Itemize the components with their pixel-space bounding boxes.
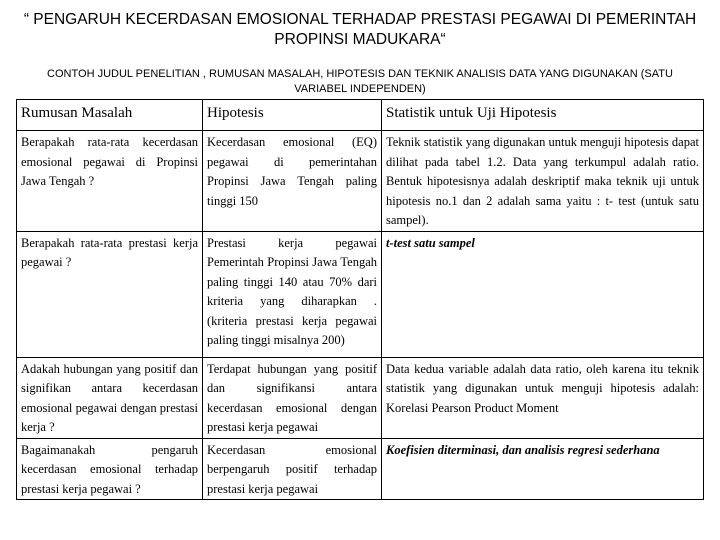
cell-rumusan: Adakah hubungan yang positif dan signifikan antara kecerdasan emosional pegawai dengan prestasi kerja ? xyxy=(17,357,203,438)
cell-statistik: Teknik statistik yang digunakan untuk menguji hipotesis dapat dilihat pada tabel 1.2. Data yang terkumpul adalah ratio. Bentuk hipotesisnya adalah deskriptif maka teknik uji untuk hipotesis no.1 dan 2 adalah sama yaitu : t- test (untuk satu sampel). xyxy=(382,131,704,232)
table-header-row xyxy=(17,100,704,131)
cell-rumusan: Bagaimanakah pengaruh kecerdasan emosional terhadap prestasi kerja pegawai ? xyxy=(17,438,203,500)
cell-rumusan: Berapakah rata-rata prestasi kerja pegawai ? xyxy=(17,231,203,357)
cell-hipotesis: Kecerdasan emosional berpengaruh positif terhadap prestasi kerja pegawai xyxy=(203,438,382,500)
cell-rumusan: Berapakah rata-rata kecerdasan emosional pegawai di Propinsi Jawa Tengah ? xyxy=(17,131,203,232)
cell-hipotesis: Kecerdasan emosional (EQ) pegawai di pemerintahan Propinsi Jawa Tengah paling tinggi 150 xyxy=(203,131,382,232)
table-row xyxy=(17,131,704,232)
cell-hipotesis: Prestasi kerja pegawai Pemerintah Propinsi Jawa Tengah paling tinggi 140 atau 70% dari kriteria yang diharapkan . (kriteria prestasi kerja pegawai paling tinggi misalnya 200) xyxy=(203,231,382,357)
table-row xyxy=(17,438,704,500)
cell-statistik: Koefisien diterminasi, dan analisis regresi sederhana xyxy=(382,438,704,500)
header-hipotesis: Hipotesis xyxy=(203,100,382,131)
title-line-2: PROPINSI MADUKARA“ xyxy=(274,31,446,48)
header-rumusan-masalah: Rumusan Masalah xyxy=(17,100,203,131)
research-table xyxy=(16,99,704,500)
subtitle-line-1: CONTOH JUDUL PENELITIAN , RUMUSAN MASALAH, HIPOTESIS DAN TEKNIK ANALISIS DATA YANG DIGUNAKAN (SATU xyxy=(47,68,673,80)
cell-hipotesis: Terdapat hubungan yang positif dan signifikansi antara kecerdasan emosional dengan prestasi kerja pegawai xyxy=(203,357,382,438)
cell-statistik: t-test satu sampel xyxy=(382,231,704,357)
table-row xyxy=(17,357,704,438)
subtitle-line-2: VARIABEL INDEPENDEN) xyxy=(294,83,426,95)
document-title xyxy=(0,10,720,50)
cell-statistik: Data kedua variable adalah data ratio, oleh karena itu teknik statistik yang digunakan untuk menguji hipotesis adalah: Korelasi Pearson Product Moment xyxy=(382,357,704,438)
table-row xyxy=(17,231,704,357)
title-line-1: “ PENGARUH KECERDASAN EMOSIONAL TERHADAP PRESTASI PEGAWAI DI PEMERINTAH xyxy=(23,11,697,28)
header-statistik: Statistik untuk Uji Hipotesis xyxy=(382,100,704,131)
document-subtitle xyxy=(8,67,712,97)
